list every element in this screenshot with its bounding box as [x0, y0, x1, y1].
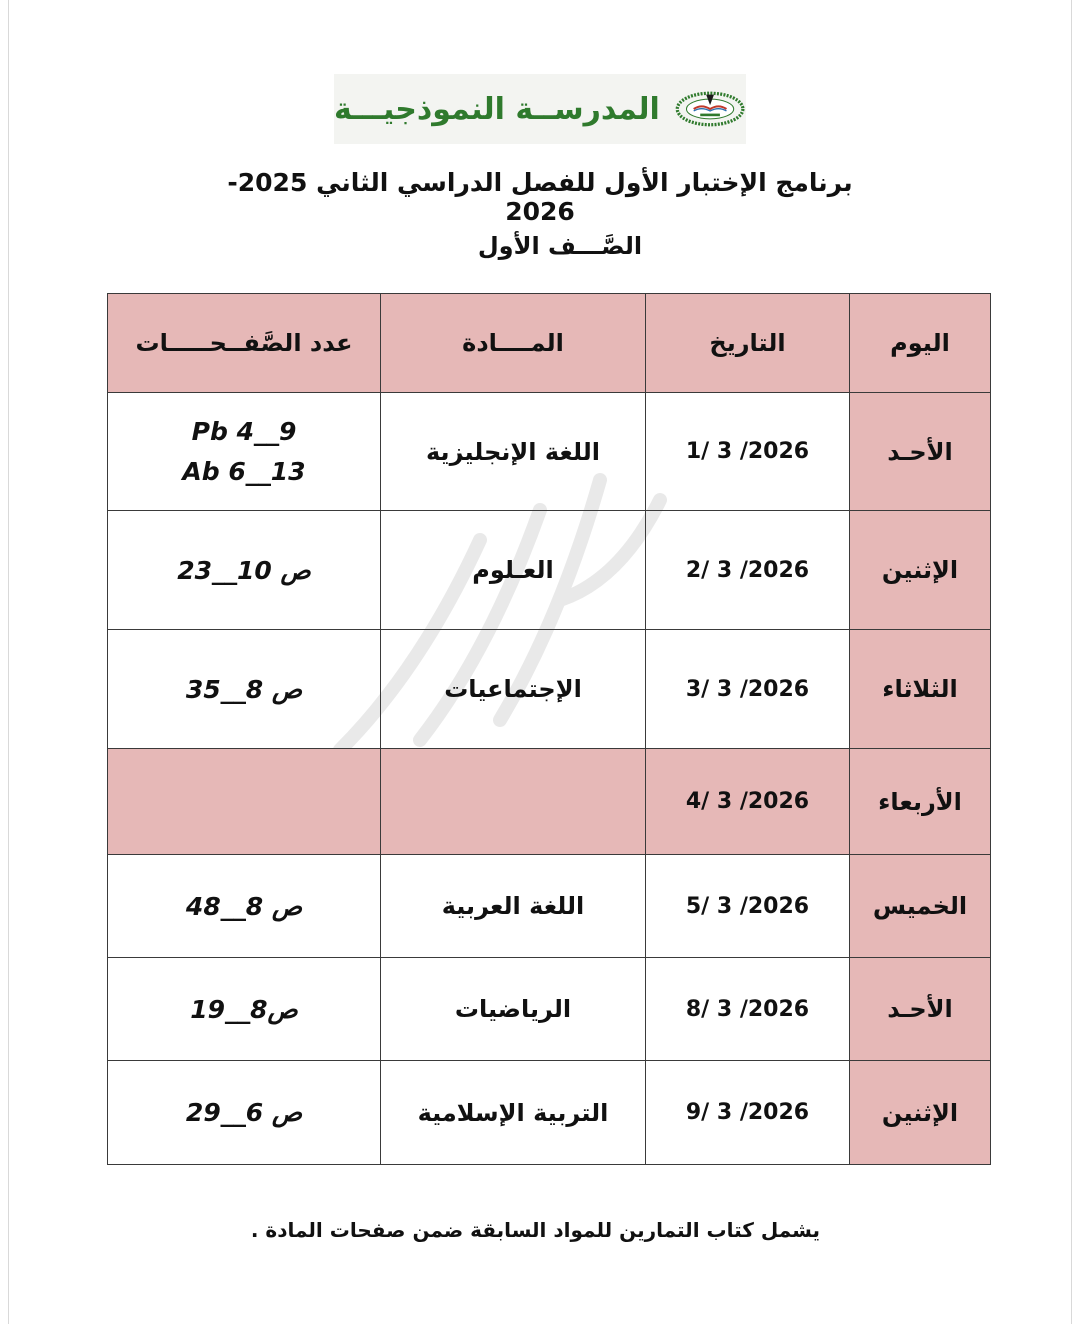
cell-day: الإثنين — [850, 511, 991, 630]
header-day: اليوم — [850, 294, 991, 393]
cell-subject: اللغة العربية — [381, 855, 646, 958]
table-row — [108, 511, 991, 630]
cell-day: الخميس — [850, 855, 991, 958]
footer-note: يشمل كتاب التمارين للمواد السابقة ضمن صفحات المادة . — [250, 1218, 820, 1242]
cell-date: 8/ 3 /2026 — [646, 958, 850, 1061]
cell-subject: الرياضيات — [381, 958, 646, 1061]
cell-pages: ص 6__29 — [108, 1061, 381, 1165]
cell-pages — [108, 749, 381, 855]
pages-line-pb: Pb 4__9 — [191, 416, 297, 446]
cell-pages: ص 10__23 — [108, 511, 381, 630]
cell-pages — [108, 393, 381, 511]
cell-date: 4/ 3 /2026 — [646, 749, 850, 855]
table-row — [108, 630, 991, 749]
cell-subject — [381, 749, 646, 855]
header-subject: المــــادة — [381, 294, 646, 393]
cell-subject: الإجتماعيات — [381, 630, 646, 749]
table-row — [108, 393, 991, 511]
cell-date: 5/ 3 /2026 — [646, 855, 850, 958]
cell-pages: ص 8__35 — [108, 630, 381, 749]
cell-subject: اللغة الإنجليزية — [381, 393, 646, 511]
cell-day: الأربعاء — [850, 749, 991, 855]
table-header-row — [108, 294, 991, 393]
cell-pages: ص 8__48 — [108, 855, 381, 958]
grade-subtitle: الصَّـــف الأول — [477, 232, 643, 260]
cell-day: الأحـد — [850, 958, 991, 1061]
table-row — [108, 749, 991, 855]
cell-subject: العـلوم — [381, 511, 646, 630]
cell-pages: ص8__19 — [108, 958, 381, 1061]
page-edge-left — [8, 0, 9, 1324]
school-emblem-icon — [674, 79, 746, 139]
table-row — [108, 855, 991, 958]
exam-schedule-table — [107, 293, 991, 1165]
cell-date: 2/ 3 /2026 — [646, 511, 850, 630]
school-logo — [334, 74, 746, 144]
cell-day: الأحـد — [850, 393, 991, 511]
page-title: برنامج الإختبار الأول للفصل الدراسي الثاني 2025-2026 — [227, 168, 853, 226]
cell-date: 1/ 3 /2026 — [646, 393, 850, 511]
cell-day: الإثنين — [850, 1061, 991, 1165]
table-row — [108, 958, 991, 1061]
school-name: المدرســة النموذجيـــة — [334, 91, 660, 127]
header-date: التاريخ — [646, 294, 850, 393]
cell-date: 3/ 3 /2026 — [646, 630, 850, 749]
cell-subject: التربية الإسلامية — [381, 1061, 646, 1165]
header-pages: عدد الصَّفــحـــــات — [108, 294, 381, 393]
table-row — [108, 1061, 991, 1165]
pages-line-ab: Ab 6__13 — [182, 456, 306, 486]
cell-day: الثلاثاء — [850, 630, 991, 749]
cell-date: 9/ 3 /2026 — [646, 1061, 850, 1165]
page-edge-right — [1071, 0, 1072, 1324]
